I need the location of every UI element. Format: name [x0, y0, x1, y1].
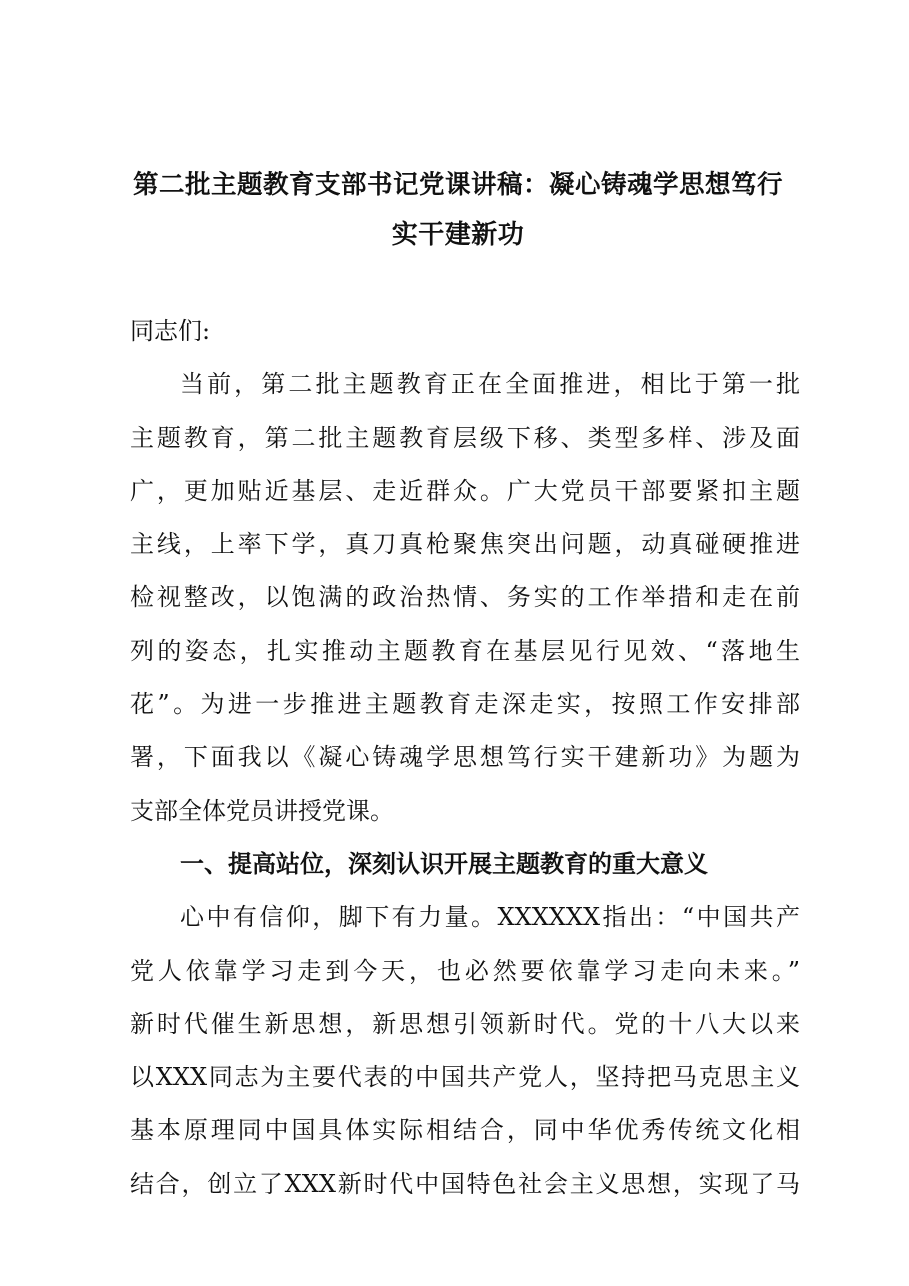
paragraph-line: 新时代催生新思想，新思想引领新时代。党的十八大以来	[130, 1009, 800, 1038]
title-line: 第二批主题教育支部书记党课讲稿：凝心铸魂学思想笃行	[132, 170, 783, 200]
salutation: 同志们:	[130, 317, 211, 345]
paragraph-line: 党人依靠学习走到今天，也必然要依靠学习走向未来。”	[130, 956, 800, 985]
paragraph-line: 主线，上率下学，真刀真枪聚焦突出问题，动真碰硬推进	[130, 530, 800, 559]
document-body	[130, 305, 800, 1211]
paragraph-line: 当前，第二批主题教育正在全面推进，相比于第一批	[180, 370, 800, 399]
paragraph-line: 花”。为进一步推进主题教育走深走实，按照工作安排部	[130, 690, 800, 719]
paragraph-line: 心中有信仰，脚下有力量。XXXXXX指出：“中国共产	[180, 903, 800, 932]
section-heading: 一、提高站位，深刻认识开展主题教育的重大意义	[180, 849, 708, 878]
paragraph-line: 列的姿态，扎实推动主题教育在基层见行见效、“落地生	[130, 636, 800, 665]
paragraph-line: 基本原理同中国具体实际相结合，同中华优秀传统文化相	[130, 1116, 800, 1145]
paragraph-line: 结合，创立了XXX新时代中国特色社会主义思想，实现了马	[130, 1169, 800, 1198]
title-line: 实干建新功	[391, 220, 525, 250]
paragraph-line: 检视整改，以饱满的政治热情、务实的工作举措和走在前	[130, 583, 800, 612]
paragraph-line: 以XXX同志为主要代表的中国共产党人，坚持把马克思主义	[130, 1063, 800, 1092]
paragraph-line: 署，下面我以《凝心铸魂学思想笃行实干建新功》为题为	[130, 743, 800, 772]
document-title	[128, 160, 788, 260]
paragraph-line: 主题教育，第二批主题教育层级下移、类型多样、涉及面	[130, 423, 800, 452]
paragraph-line: 广，更加贴近基层、走近群众。广大党员干部要紧扣主题	[130, 476, 800, 505]
paragraph-line: 支部全体党员讲授党课。	[130, 796, 394, 825]
